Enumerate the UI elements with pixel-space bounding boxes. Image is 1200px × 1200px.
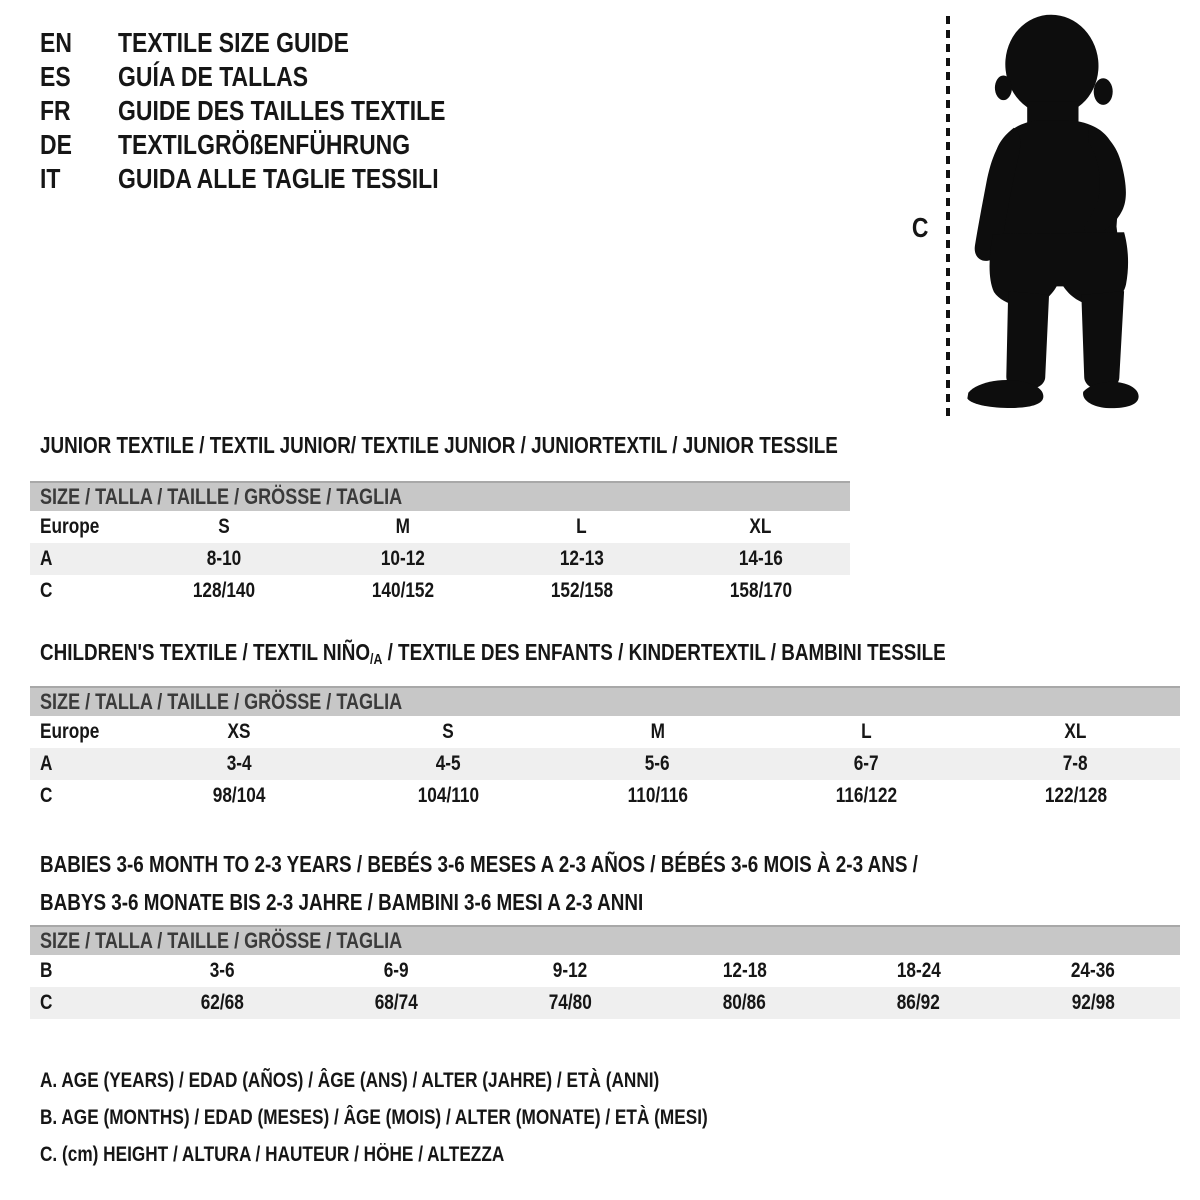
table-cell [314, 511, 493, 543]
cell-value: 140/152 [371, 579, 435, 602]
size-column-header: L [861, 720, 872, 743]
size-header-bar [30, 481, 850, 511]
row-label-cell [30, 575, 135, 607]
cell-value: 24-36 [1070, 959, 1115, 982]
row-label: Europe [40, 515, 100, 538]
cell-value: 3-6 [209, 959, 235, 982]
language-row [40, 162, 517, 196]
toddler-silhouette-image [955, 8, 1145, 426]
section-title-babies [40, 845, 1111, 921]
cell-value: 158/170 [729, 579, 792, 602]
junior-size-table [30, 481, 850, 607]
table-cell [135, 511, 314, 543]
children-size-table [30, 686, 1180, 812]
table-cell [762, 716, 971, 748]
table-cell [344, 748, 553, 780]
language-code: IT [40, 163, 61, 194]
row-label: C [40, 579, 53, 602]
language-row [40, 94, 517, 128]
row-label-cell [30, 955, 135, 987]
cell-value: 152/158 [550, 579, 613, 602]
table-cell [135, 748, 344, 780]
junior-table [30, 511, 850, 607]
legend-line-c: C. (cm) HEIGHT / ALTURA / HAUTEUR / HÖHE / ALTEZZA [40, 1143, 505, 1166]
children-table [30, 716, 1180, 812]
row-label-cell [30, 716, 135, 748]
cell-value: 8-10 [207, 547, 242, 570]
row-label-cell [30, 511, 135, 543]
table-cell [344, 716, 553, 748]
row-label: C [40, 991, 53, 1014]
section-title-children [40, 639, 946, 673]
table-row [30, 987, 1180, 1019]
table-cell [553, 716, 762, 748]
table-cell [657, 987, 831, 1019]
height-measure-dashed-line [946, 16, 950, 416]
table-cell [671, 575, 850, 607]
row-label-cell [30, 987, 135, 1019]
cell-value: 128/140 [193, 579, 256, 602]
cell-value: 12-18 [722, 959, 767, 982]
table-cell [344, 780, 553, 812]
table-cell [832, 955, 1006, 987]
cell-value: 6-9 [383, 959, 409, 982]
section-title-junior: JUNIOR TEXTILE / TEXTIL JUNIOR/ TEXTILE JUNIOR / JUNIORTEXTIL / JUNIOR TESSILE [40, 432, 838, 458]
cell-value: 122/128 [1044, 784, 1107, 807]
table-cell [971, 716, 1180, 748]
table-cell [762, 780, 971, 812]
table-cell [971, 780, 1180, 812]
size-column-header: XL [749, 515, 772, 538]
cell-value: 62/68 [200, 991, 244, 1014]
language-title: GUIDA ALLE TAGLIE TESSILI [118, 163, 439, 194]
table-cell [135, 955, 309, 987]
table-cell [483, 987, 657, 1019]
size-column-header: L [576, 515, 588, 538]
table-cell [1006, 955, 1180, 987]
language-list [40, 26, 517, 196]
language-title: TEXTILE SIZE GUIDE [118, 27, 349, 58]
row-label: B [40, 959, 53, 982]
height-measure-label: C [911, 212, 929, 243]
size-column-header: XL [1064, 720, 1087, 743]
size-column-header: M [395, 515, 411, 538]
table-cell [671, 511, 850, 543]
measurement-legend [40, 1062, 854, 1173]
size-column-header: M [650, 720, 665, 743]
size-header-bar [30, 686, 1180, 716]
cell-value: 68/74 [374, 991, 418, 1014]
cell-value: 14-16 [738, 547, 783, 570]
size-header-label: SIZE / TALLA / TAILLE / GRÖSSE / TAGLIA [40, 689, 403, 714]
babies-table [30, 955, 1180, 1019]
table-cell [971, 748, 1180, 780]
legend-line-a: A. AGE (YEARS) / EDAD (AÑOS) / ÂGE (ANS) / ALTER (JAHRE) / ETÀ (ANNI) [40, 1069, 660, 1092]
size-column-header: S [218, 515, 231, 538]
cell-value: 9-12 [553, 959, 588, 982]
section-title-children-text: CHILDREN'S TEXTILE / TEXTIL NIÑO [40, 639, 371, 665]
cell-value: 6-7 [854, 752, 879, 775]
cell-value: 12-13 [559, 547, 604, 570]
size-column-header: S [442, 720, 455, 743]
cell-value: 98/104 [213, 784, 266, 807]
table-cell [493, 575, 672, 607]
legend-line-b: B. AGE (MONTHS) / EDAD (MESES) / ÂGE (MOIS) / ALTER (MONATE) / ETÀ (MESI) [40, 1106, 708, 1129]
cell-value: 74/80 [548, 991, 592, 1014]
row-label: A [40, 752, 53, 775]
row-label-cell [30, 780, 135, 812]
table-cell [135, 575, 314, 607]
table-cell [135, 987, 309, 1019]
table-cell [553, 748, 762, 780]
table-row [30, 716, 1180, 748]
babies-size-table [30, 925, 1180, 1019]
table-cell [493, 511, 672, 543]
table-cell [309, 987, 483, 1019]
row-label-cell [30, 748, 135, 780]
table-cell [314, 575, 493, 607]
cell-value: 80/86 [722, 991, 767, 1014]
table-cell [314, 543, 493, 575]
table-cell [657, 955, 831, 987]
table-cell [671, 543, 850, 575]
table-cell [832, 987, 1006, 1019]
table-row [30, 955, 1180, 987]
cell-value: 3-4 [227, 752, 252, 775]
section-title-babies-line1: BABIES 3-6 MONTH TO 2-3 YEARS / BEBÉS 3-6 MESES A 2-3 AÑOS / BÉBÉS 3-6 MOIS À 2-3 ANS / [40, 851, 918, 877]
cell-value: 7-8 [1063, 752, 1088, 775]
cell-value: 86/92 [897, 991, 941, 1014]
table-cell [135, 543, 314, 575]
section-title-children-subscript: /A [370, 651, 383, 668]
table-cell [553, 780, 762, 812]
row-label: C [40, 784, 53, 807]
table-row [30, 575, 850, 607]
cell-value: 18-24 [896, 959, 941, 982]
cell-value: 110/116 [627, 784, 688, 807]
table-cell [1006, 987, 1180, 1019]
size-header-bar [30, 925, 1180, 955]
table-cell [135, 716, 344, 748]
table-cell [483, 955, 657, 987]
table-row [30, 780, 1180, 812]
language-code: DE [40, 129, 72, 160]
row-label: A [40, 547, 53, 570]
section-title-children-text: / TEXTILE DES ENFANTS / KINDERTEXTIL / BAMBINI TESSILE [382, 639, 946, 665]
table-cell [762, 748, 971, 780]
language-row [40, 128, 517, 162]
language-title: GUIDE DES TAILLES TEXTILE [118, 95, 446, 126]
table-cell [135, 780, 344, 812]
cell-value: 4-5 [436, 752, 461, 775]
cell-value: 5-6 [645, 752, 670, 775]
language-code: ES [40, 61, 71, 92]
size-header-label: SIZE / TALLA / TAILLE / GRÖSSE / TAGLIA [40, 928, 403, 953]
table-row [30, 543, 850, 575]
language-code: EN [40, 27, 72, 58]
size-column-header: XS [228, 720, 251, 743]
table-cell [309, 955, 483, 987]
language-code: FR [40, 95, 71, 126]
language-row [40, 60, 517, 94]
cell-value: 10-12 [381, 547, 426, 570]
section-title-babies-line2: BABYS 3-6 MONATE BIS 2-3 JAHRE / BAMBINI 3-6 MESI A 2-3 ANNI [40, 889, 644, 915]
cell-value: 92/98 [1071, 991, 1115, 1014]
table-cell [493, 543, 672, 575]
language-title: GUÍA DE TALLAS [118, 61, 309, 92]
size-header-label: SIZE / TALLA / TAILLE / GRÖSSE / TAGLIA [40, 484, 403, 509]
row-label-cell [30, 543, 135, 575]
cell-value: 104/110 [417, 784, 480, 807]
language-title: TEXTILGRÖßENFÜHRUNG [118, 129, 411, 160]
row-label: Europe [40, 720, 100, 743]
table-row [30, 511, 850, 543]
table-row [30, 748, 1180, 780]
cell-value: 116/122 [835, 784, 898, 807]
language-row [40, 26, 517, 60]
